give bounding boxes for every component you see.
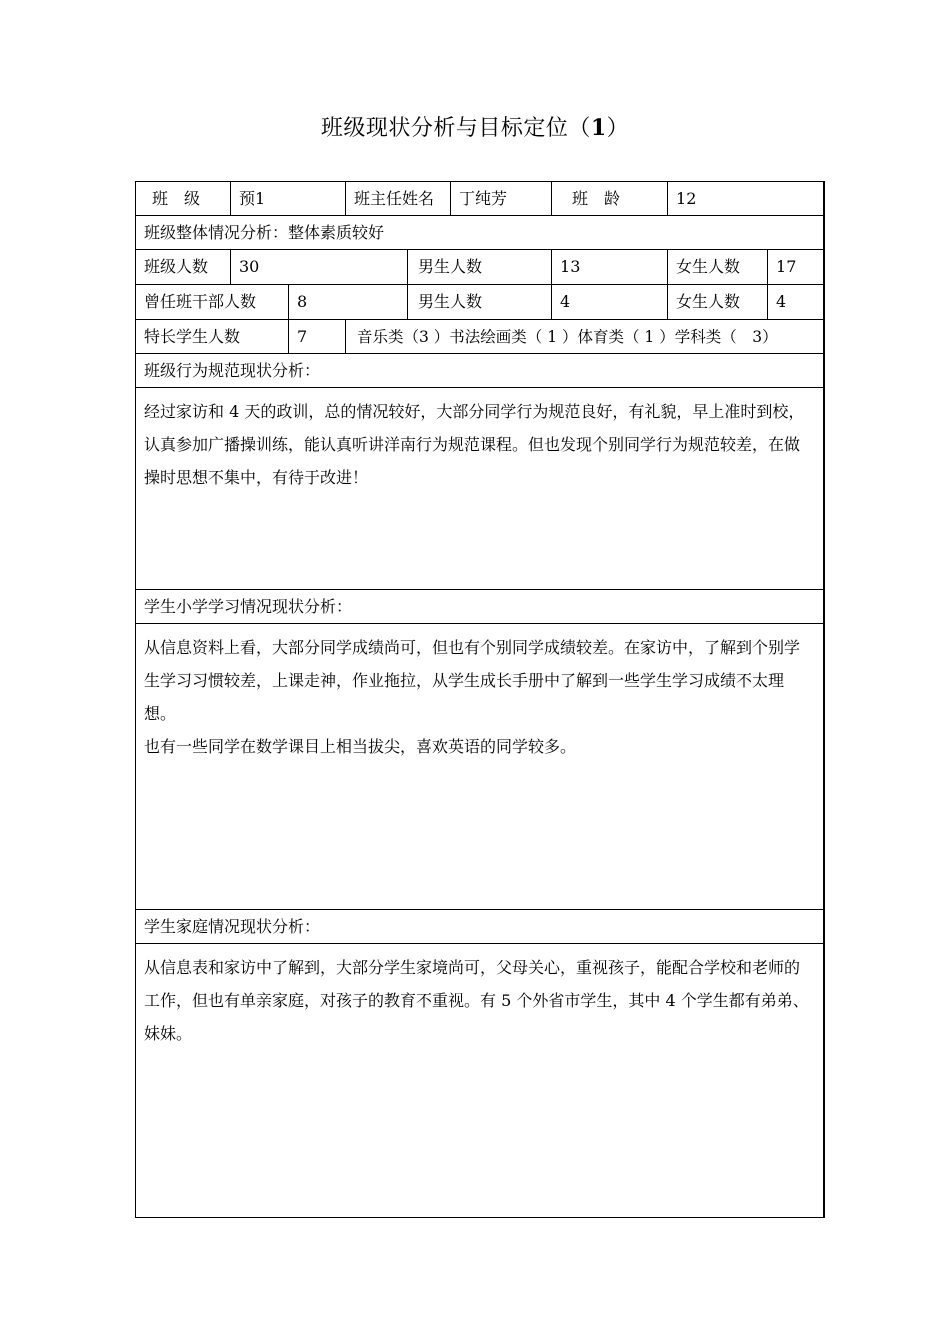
behavior-body-text: 经过家访和 4 天的政训，总的情况较好，大部分同学行为规范良好，有礼貌，早上准时到校，认真参加广播操训练，能认真听讲洋南行为规范课程。但也发现个别同学行为规范较差，在做操时思想不集中，有待于改进！ xyxy=(144,402,805,487)
behavior-heading: 班级行为规范现状分析： xyxy=(136,354,824,388)
overall-analysis: 班级整体情况分析：整体素质较好 xyxy=(136,216,824,250)
boys-count-value: 13 xyxy=(552,250,668,285)
cadres-girls-label: 女生人数 xyxy=(668,285,768,320)
basic-info-row xyxy=(136,182,824,216)
study-body-paragraph-1: 从信息资料上看，大部分同学成绩尚可，但也有个别同学成绩较差。在家访中，了解到个别学生学习习惯较差，上课走神，作业拖拉，从学生成长手册中了解到一些学生学习成绩不太理想。 xyxy=(144,638,801,723)
overall-row xyxy=(136,216,824,250)
teacher-value: 丁纯芳 xyxy=(451,182,552,216)
cadres-boys-value: 4 xyxy=(552,285,668,320)
cadres-boys-label: 男生人数 xyxy=(408,285,552,320)
class-size-label: 班级人数 xyxy=(136,250,231,285)
cadres-label: 曾任班干部人数 xyxy=(136,285,289,320)
page-title-number: 1 xyxy=(590,115,607,141)
age-value: 12 xyxy=(668,182,824,216)
cadres-girls-value: 4 xyxy=(768,285,824,320)
talents-value: 7 xyxy=(289,320,346,354)
behavior-body xyxy=(136,388,824,590)
class-value: 预1 xyxy=(231,182,346,216)
behavior-body-row xyxy=(136,388,824,590)
talents-row xyxy=(136,320,824,354)
cadres-row xyxy=(136,285,824,320)
family-body-text: 从信息表和家访中了解到，大部分学生家境尚可，父母关心，重视孩子，能配合学校和老师的工作，但也有单亲家庭，对孩子的教育不重视。有 5 个外省市学生，其中 4 个学生都有弟弟、妹妹。 xyxy=(144,958,809,1043)
family-body-row xyxy=(136,944,824,1218)
age-label: 班 龄 xyxy=(552,182,668,216)
study-heading-row xyxy=(136,590,824,624)
family-heading: 学生家庭情况现状分析： xyxy=(136,910,824,944)
boys-count-label: 男生人数 xyxy=(408,250,552,285)
class-size-row xyxy=(136,250,824,285)
cadres-value: 8 xyxy=(289,285,408,320)
study-body xyxy=(136,624,824,910)
family-body xyxy=(136,944,824,1218)
page-title xyxy=(0,112,950,145)
page-title-text: 班级现状分析与目标定位（ xyxy=(320,116,591,141)
study-body-paragraph-2: 也有一些同学在数学课目上相当拔尖，喜欢英语的同学较多。 xyxy=(144,737,577,756)
family-heading-row xyxy=(136,910,824,944)
page-title-close: ） xyxy=(606,116,630,141)
study-heading: 学生小学学习情况现状分析： xyxy=(136,590,824,624)
girls-count-value: 17 xyxy=(768,250,824,285)
teacher-label: 班主任姓名 xyxy=(346,182,451,216)
behavior-heading-row xyxy=(136,354,824,388)
talents-label: 特长学生人数 xyxy=(136,320,289,354)
talents-detail: 音乐类（3 ）书法绘画类（ 1 ）体育类（ 1 ）学科类（ 3） xyxy=(346,320,824,354)
study-body-row xyxy=(136,624,824,910)
class-size-value: 30 xyxy=(231,250,408,285)
girls-count-label: 女生人数 xyxy=(668,250,768,285)
class-label: 班 级 xyxy=(136,182,231,216)
class-analysis-form xyxy=(135,181,825,1218)
